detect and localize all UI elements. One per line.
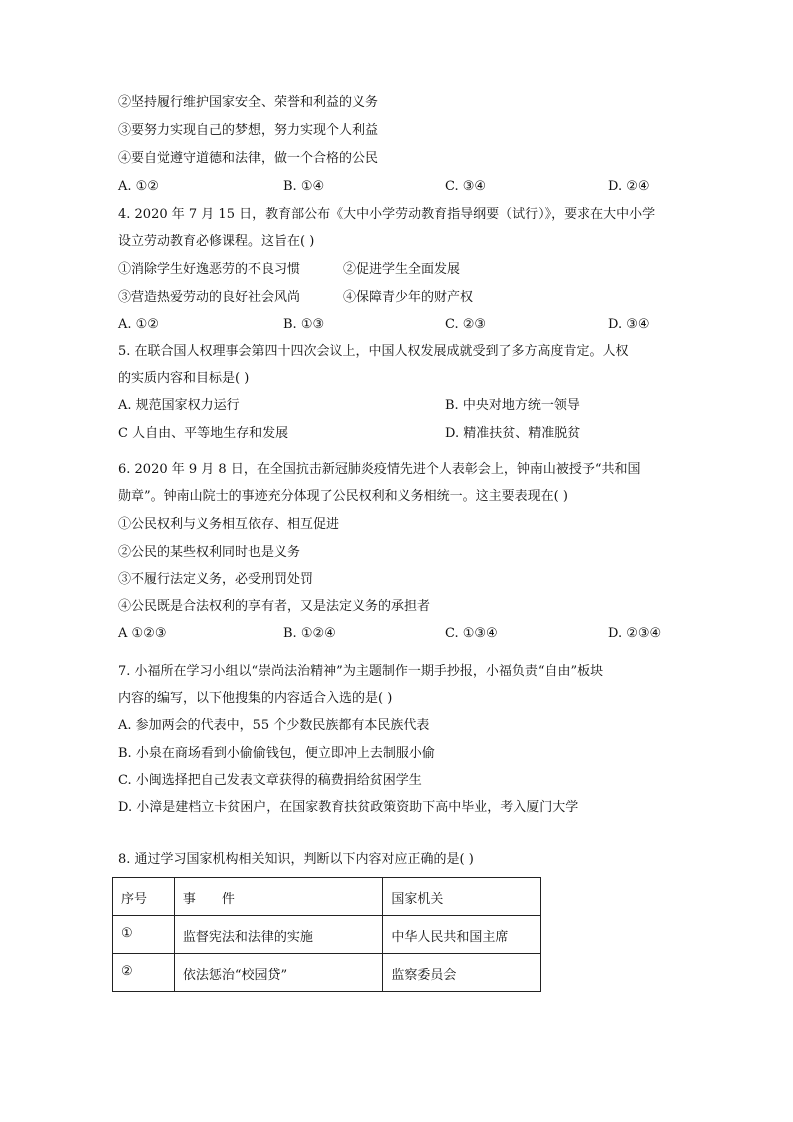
q3-item-3: ③要努力实现自己的梦想，努力实现个人利益 [118, 123, 379, 138]
q7-option-a: A. 参加两会的代表中，55 个少数民族都有本民族代表 [118, 718, 430, 733]
q4-stem-line1: 4. 2020 年 7 月 15 日，教育部公布《大中小学劳动教育指导纲要（试行）》，要求在大中小学 [118, 207, 656, 222]
q7-stem-line2: 内容的编写，以下他搜集的内容适合入选的是( ) [118, 691, 393, 706]
table-header-row [113, 878, 541, 916]
q4-item-2: ②促进学生全面发展 [343, 262, 461, 277]
q6-stem-line2: 勋章”。钟南山院士的事迹充分体现了公民权利和义务相统一。这主要表现在( ) [118, 489, 568, 504]
q4-item-3: ③营造热爱劳动的良好社会风尚 [118, 290, 301, 305]
table-row [113, 916, 541, 954]
q6-item-2: ②公民的某些权利同时也是义务 [118, 545, 301, 560]
q4-option-a: A. ①② [118, 317, 159, 332]
table-cell: ① [113, 916, 175, 954]
table-cell: 监督宪法和法律的实施 [174, 916, 383, 954]
table-header-cell: 国家机关 [383, 878, 541, 916]
q6-option-a: A ①②③ [118, 626, 167, 641]
table-cell: ② [113, 954, 175, 992]
table-header-cell: 事 件 [174, 878, 383, 916]
q6-item-3: ③不履行法定义务，必受刑罚处罚 [118, 572, 314, 587]
q3-option-d: D. ②④ [608, 179, 650, 194]
q5-stem-line1: 5. 在联合国人权理事会第四十四次会议上，中国人权发展成就受到了多方高度肯定。人权 [118, 344, 629, 359]
q5-option-a: A. 规范国家权力运行 [118, 398, 240, 413]
q6-item-1: ①公民权利与义务相互依存、相互促进 [118, 517, 340, 532]
table-cell: 中华人民共和国主席 [383, 916, 541, 954]
q8-stem: 8. 通过学习国家机构相关知识，判断以下内容对应正确的是( ) [118, 852, 474, 867]
q7-option-c: C. 小闽选择把自己发表文章获得的稿费捐给贫困学生 [118, 773, 422, 788]
q3-item-2: ②坚持履行维护国家安全、荣誉和利益的义务 [118, 95, 379, 110]
table-cell: 依法惩治“校园贷” [174, 954, 383, 992]
q6-item-4: ④公民既是合法权利的享有者，又是法定义务的承担者 [118, 599, 431, 614]
q6-option-d: D. ②③④ [608, 626, 662, 641]
table-header-cell: 序号 [113, 878, 175, 916]
q5-option-c: C 人自由、平等地生存和发展 [118, 426, 289, 441]
q3-option-a: A. ①② [118, 179, 159, 194]
table-row [113, 954, 541, 992]
q5-stem-line2: 的实质内容和目标是( ) [118, 371, 250, 386]
q4-stem-line2: 设立劳动教育必修课程。这旨在( ) [118, 234, 315, 249]
table-cell: 监察委员会 [383, 954, 541, 992]
q7-option-d: D. 小漳是建档立卡贫困户，在国家教育扶贫政策资助下高中毕业，考入厦门大学 [118, 800, 579, 815]
q3-option-c: C. ③④ [445, 179, 487, 194]
q6-option-b: B. ①②④ [283, 626, 336, 641]
q7-option-b: B. 小泉在商场看到小偷偷钱包，便立即冲上去制服小偷 [118, 746, 435, 761]
q5-option-b: B. 中央对地方统一领导 [445, 398, 580, 413]
q6-option-c: C. ①③④ [445, 626, 498, 641]
q4-option-b: B. ①③ [283, 317, 325, 332]
q8-table [112, 877, 541, 992]
q4-item-4: ④保障青少年的财产权 [343, 290, 474, 305]
q5-option-d: D. 精准扶贫、精准脱贫 [445, 426, 581, 441]
q3-option-b: B. ①④ [283, 179, 325, 194]
q3-item-4: ④要自觉遵守道德和法律，做一个合格的公民 [118, 151, 379, 166]
q4-option-c: C. ②③ [445, 317, 487, 332]
q4-item-1: ①消除学生好逸恶劳的不良习惯 [118, 262, 301, 277]
q4-option-d: D. ③④ [608, 317, 650, 332]
q7-stem-line1: 7. 小福所在学习小组以“崇尚法治精神”为主题制作一期手抄报，小福负责“自由”板块 [118, 664, 604, 679]
q6-stem-line1: 6. 2020 年 9 月 8 日，在全国抗击新冠肺炎疫情先进个人表彰会上，钟南山被授予“共和国 [118, 462, 641, 477]
